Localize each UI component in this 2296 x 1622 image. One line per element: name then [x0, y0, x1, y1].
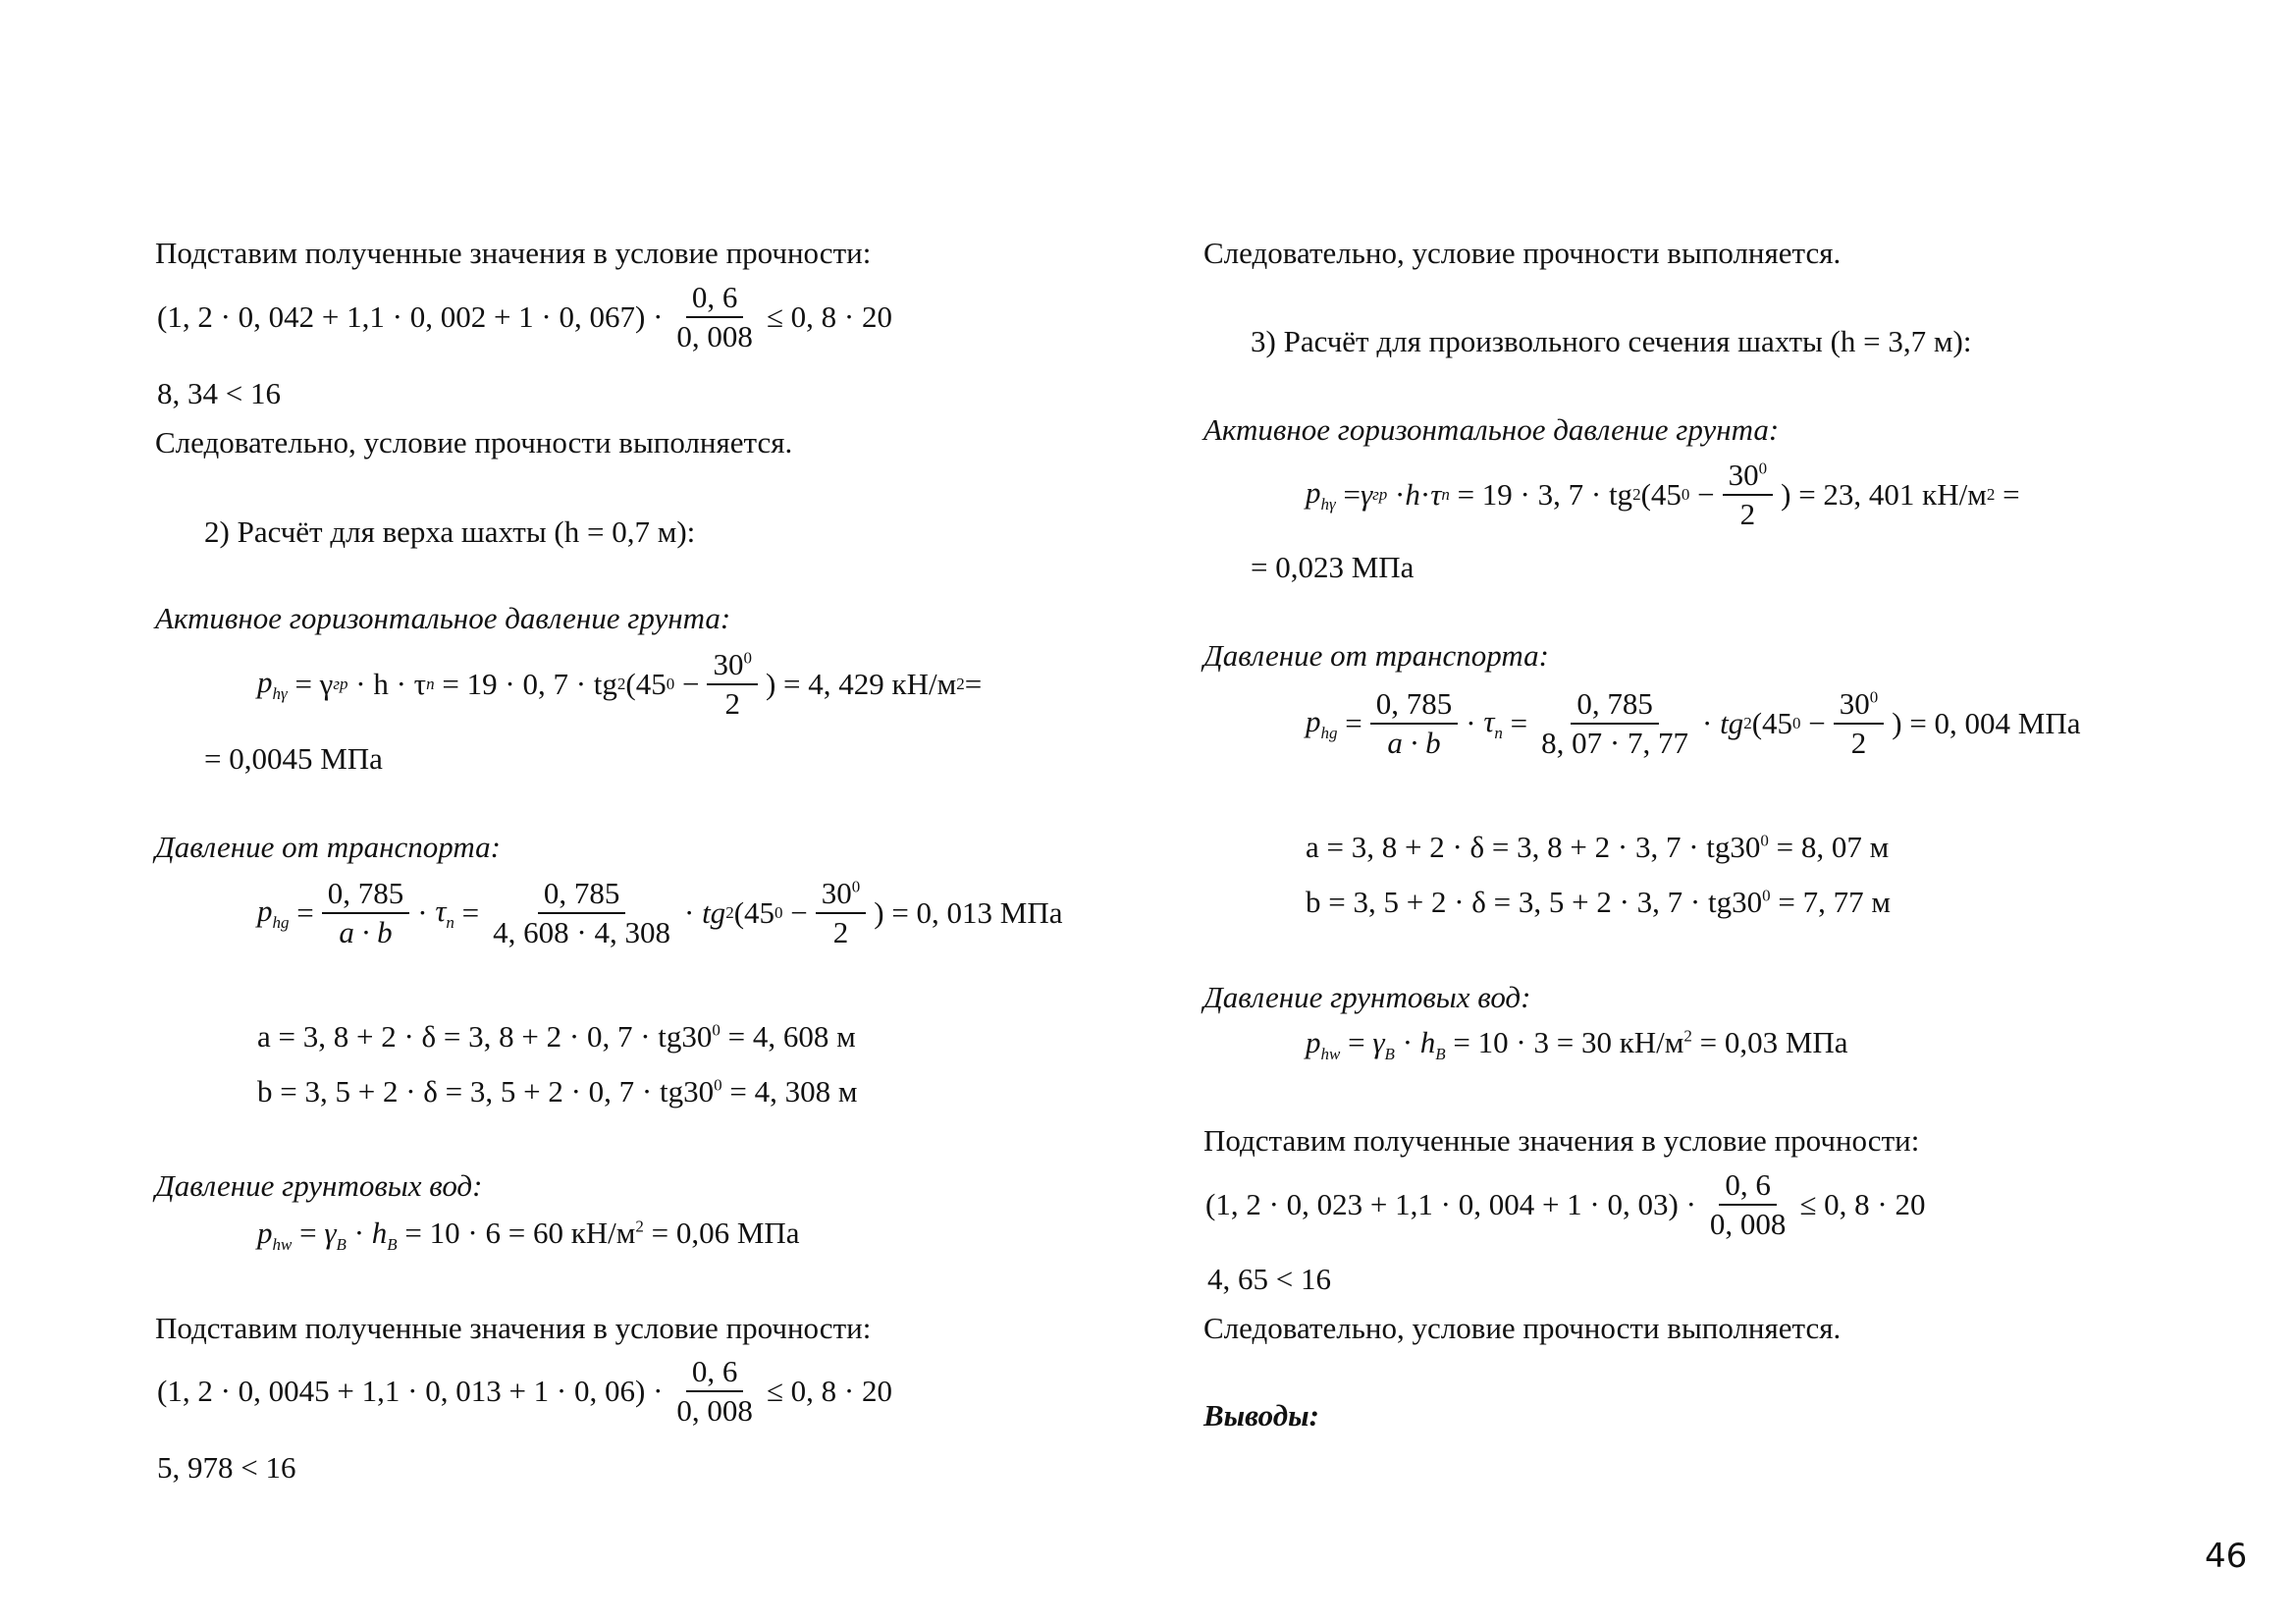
ph-paren: (45 [625, 667, 667, 702]
page-number: 46 [2205, 1537, 2248, 1576]
ph-rhs-right: ) = 23, 401 кН/м [1781, 477, 1987, 513]
pg-d1: a · b [339, 915, 393, 950]
transport-eq-left: $p_{hg}$ = $\frac{0, 785}{a \cdot b}$ · $\tau_n$ = $\frac{0, 785}{4, 608 \cdot 4, 308}$ · tg 2 (45 0 − $\frac{30^0}{2}$ ) = 0, 013 МПа [257, 876, 1063, 950]
a-eq-text-right: a = 3, 8 + 2 · δ = 3, 8 + 2 · 3, 7 · tg30 [1306, 830, 1761, 864]
ph-mid: · h · τ [355, 667, 427, 702]
active-pressure-eq-left: $p_{h\gamma}$ = γ гр · h · τ n = 19 · 0, 7 · tg 2 (45 0 − $\frac{30^0}{2}$ ) = 4, 429 кН/м 2 = [257, 647, 983, 722]
pg-d2-right: 8, 07 · 7, 77 [1541, 726, 1688, 761]
pg-n1: 0, 785 [322, 877, 410, 914]
eq2-rhs: ≤ 0, 8 · 20 [766, 1374, 892, 1409]
ph-rhs: ) = 4, 429 кН/м [765, 667, 957, 702]
ph-mid2: = 19 · 0, 7 · tg [442, 667, 617, 702]
b-eq-left: b = 3, 5 + 2 · δ = 3, 5 + 2 · 0, $7 \cdot tg30^0 = 4$, 308 м [257, 1074, 858, 1108]
pw-eq-text: = 10 · 6 = 60 кН/м [404, 1216, 636, 1250]
a-res-text: = 4, 608 м [720, 1019, 856, 1054]
strength-equation-right [1205, 1168, 1926, 1241]
eq1-num: 0, 6 [686, 281, 744, 318]
item-3-heading: 3) Расчёт для произвольного сечения шахты (h = 3,7 м): [1251, 324, 1972, 358]
item-2-heading: 2) Расчёт для верха шахты (h = 0,7 м): [204, 514, 696, 549]
b-eq-text-right: b = 3, 5 + 2 · δ = 3, 5 + 2 · 3, 7 · tg30 [1306, 885, 1763, 919]
result-1: 8, 34 < 16 [157, 376, 281, 410]
pw-res-text-right: = 0,03 МПа [1691, 1025, 1848, 1059]
strength-equation-1 [157, 281, 892, 353]
eq2-num: 0, 6 [686, 1355, 744, 1392]
ph-minus: − [681, 667, 700, 702]
ph-den: 2 [724, 686, 740, 722]
eq1-rhs: ≤ 0, 8 · 20 [766, 299, 892, 335]
a-res-text-right: = 8, 07 м [1768, 830, 1890, 864]
a-eq-right: a = 3, 8 + 2 · δ = 3, 8 + 2 · 3, $7 \cdot tg30^0 = 8$, 07 м [1306, 830, 1890, 864]
pg-fraction-3-right: $\frac{30^0}{2}$ [1834, 687, 1885, 760]
pg-fraction-1-right [1370, 687, 1459, 760]
eq-num-right: 0, 6 [1719, 1168, 1777, 1206]
a-eq-left: a = 3, 8 + 2 · δ = 3, 8 + 2 · 0, $7 \cdot tg30^0 = 4$, 608 м [257, 1019, 856, 1054]
pg-n1-right: 0, 785 [1370, 687, 1459, 725]
water-eq-right: $p_{hw} = \gamma_B \cdot h_B = 10 \cdot 3 = 30$ $кН/м^2 = 0,03$ МПа [1306, 1025, 1848, 1064]
eq2-fraction [670, 1355, 759, 1428]
ph-fraction-right: $\frac{30^0}{2}$ [1723, 459, 1774, 531]
pg-fraction-3: $\frac{30^0}{2}$ [816, 877, 867, 949]
pg-rhs: ) = 0, 013 МПа [874, 895, 1063, 931]
pg-n2: 0, 785 [538, 877, 626, 914]
eq1-lhs: (1, 2 · 0, 042 + 1,1 · 0, 002 + 1 · 0, 067) · [157, 299, 664, 335]
eq1-fraction [670, 281, 759, 353]
pg-d1-right: a · b [1387, 726, 1441, 761]
result-2: 5, 978 < 16 [157, 1450, 296, 1485]
eq2-den: 0, 008 [676, 1393, 753, 1429]
eq1-den: 0, 008 [676, 319, 753, 354]
subst-intro-2: Подставим полученные значения в условие прочности: [155, 1311, 872, 1345]
water-label-right: Давление грунтовых вод: [1203, 980, 1531, 1014]
b-res-text: = 4, 308 м [721, 1074, 858, 1108]
pg-rhs-right: ) = 0, 004 МПа [1892, 706, 2081, 741]
eq-fraction-right [1704, 1168, 1792, 1241]
b-res-text-right: = 7, 77 м [1770, 885, 1891, 919]
transport-label-left: Давление от транспорта: [155, 830, 501, 864]
pw-eq-text-right: = 10 · 3 = 30 кН/м [1453, 1025, 1684, 1059]
eq2-lhs: (1, 2 · 0, 0045 + 1,1 · 0, 013 + 1 · 0, 06) · [157, 1374, 664, 1409]
b-eq-right: b = 3, 5 + 2 · δ = 3, 5 + 2 · 3, $7 \cdot tg30^0 = 7$, 77 м [1306, 885, 1891, 919]
conclusion-right: Следовательно, условие прочности выполняется. [1203, 1311, 1842, 1345]
conclusion-0: Следовательно, условие прочности выполняется. [1203, 236, 1842, 270]
subst-intro-right: Подставим полученные значения в условие прочности: [1203, 1123, 1920, 1158]
subst-intro-1: Подставим полученные значения в условие прочности: [155, 236, 872, 270]
b-eq-text: b = 3, 5 + 2 · δ = 3, 5 + 2 · 0, 7 · tg30 [257, 1074, 715, 1108]
ph-mid2-right: = 19 · 3, 7 · tg [1457, 477, 1633, 513]
conclusions-heading: Выводы: [1203, 1398, 1319, 1433]
water-eq-left: $p_{hw} = \gamma_B \cdot h_B = 10 \cdot 6 = 60$ $кН/м^2 = 0,06$ МПа [257, 1216, 800, 1255]
eq-lhs-right: (1, 2 · 0, 023 + 1,1 · 0, 004 + 1 · 0, 03) · [1205, 1187, 1696, 1222]
pg-n2-right: 0, 785 [1571, 687, 1659, 725]
active-pressure-label-left: Активное горизонтальное давление грунта: [155, 601, 731, 635]
ph-num: 30 [713, 647, 744, 681]
ph-mpa-right: = 0,023 МПа [1251, 550, 1415, 584]
strength-equation-2 [157, 1355, 892, 1428]
pg-fraction-2 [487, 877, 676, 949]
ph-mpa-left: = 0,0045 МПа [204, 741, 383, 776]
result-right: 4, 65 < 16 [1207, 1262, 1331, 1296]
a-eq-text: a = 3, 8 + 2 · δ = 3, 8 + 2 · 0, 7 · tg30 [257, 1019, 713, 1054]
pg-fraction-2-right [1535, 687, 1694, 760]
water-label-left: Давление грунтовых вод: [155, 1168, 483, 1203]
pg-fraction-1 [322, 877, 410, 949]
transport-eq-right: $p_{hg}$ = $\frac{0, 785}{a \cdot b}$ · $\tau_n$ = $\frac{0, 785}{8, 07 \cdot 7, 77}$ · tg 2 (45 0 − $\frac{30^0}{2}$ ) = 0, 004 МПа [1306, 686, 2081, 761]
pw-res-text: = 0,06 МПа [643, 1216, 800, 1250]
active-pressure-label-right: Активное горизонтальное давление грунта: [1203, 412, 1780, 447]
pg-d2: 4, 608 · 4, 308 [493, 915, 670, 950]
ph-fraction: $\frac{30^0}{2}$ [707, 648, 758, 721]
eq-den-right: 0, 008 [1709, 1207, 1787, 1242]
eq-rhs-right: ≤ 0, 8 · 20 [1799, 1187, 1926, 1222]
ph-end: = [964, 667, 983, 702]
ph-lhs: = γ [294, 667, 334, 702]
transport-label-right: Давление от транспорта: [1203, 638, 1549, 673]
conclusion-1: Следовательно, условие прочности выполняется. [155, 425, 793, 460]
active-pressure-eq-right: $p_{h\gamma}$ = γ гр · h · τ n = 19 · 3, 7 · tg 2 (45 0 − $\frac{30^0}{2}$ ) = 23, 401 кН/м 2 = [1306, 458, 2020, 532]
